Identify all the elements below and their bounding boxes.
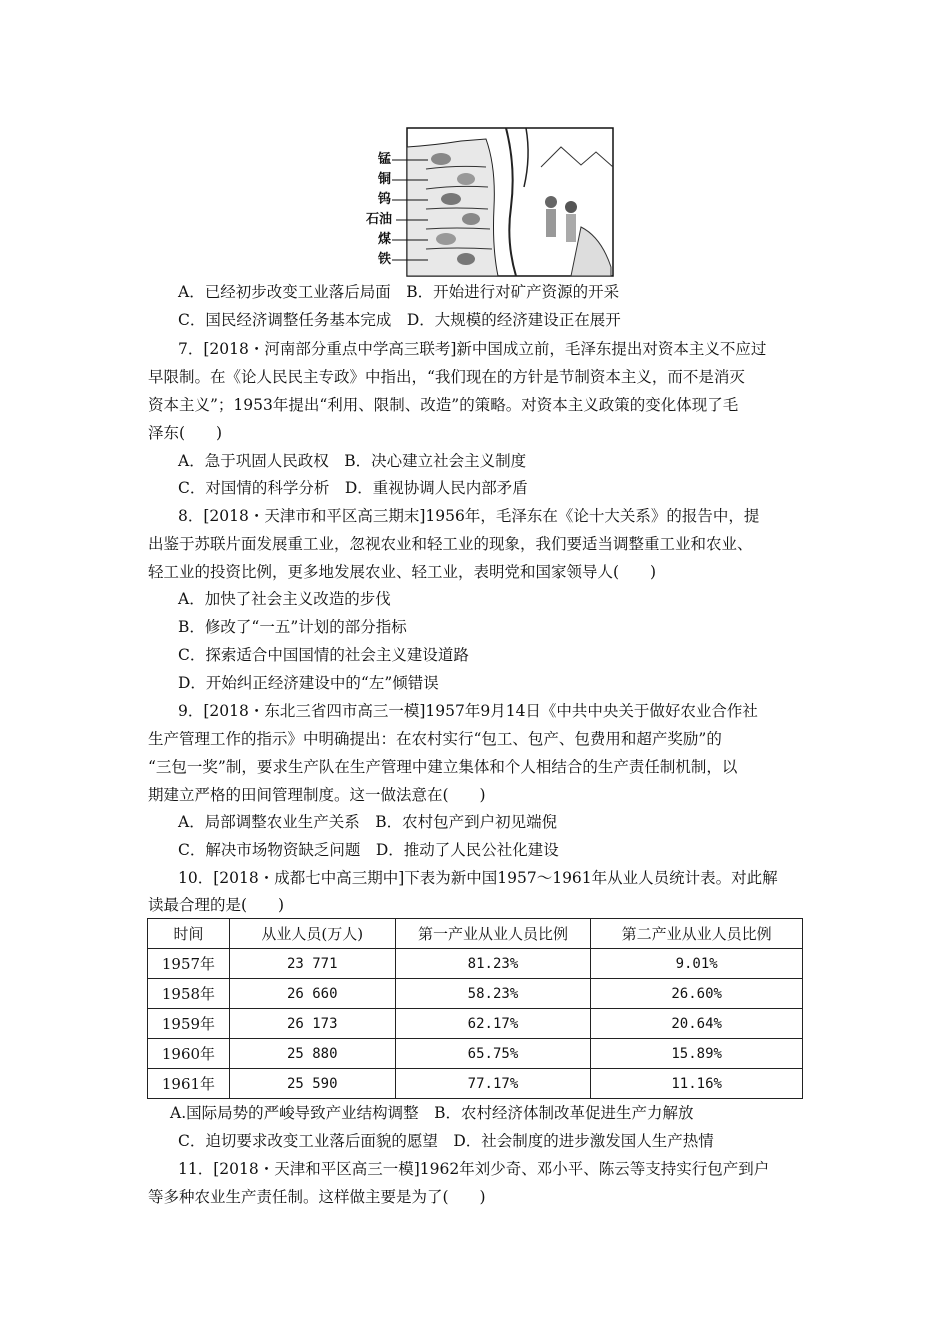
cell-year: 1959年 (148, 1009, 230, 1039)
q8-option-b: B．修改了“一五”计划的部分指标 (178, 618, 407, 636)
label-tungsten: 钨 (378, 192, 392, 207)
q9-stem-line: 期建立严格的田间管理制度。这一做法意在( ) (148, 786, 486, 804)
mining-cartoon-illustration (366, 127, 616, 277)
cell-employed: 25 590 (229, 1069, 395, 1099)
q8-stem-line: 出鉴于苏联片面发展重工业，忽视农业和轻工业的现象，我们要适当调整重工业和农业、 (148, 535, 753, 553)
cell-primary: 81.23% (395, 949, 591, 979)
table-row (148, 1069, 803, 1099)
label-petroleum: 石油 (366, 212, 393, 227)
cell-employed: 25 880 (229, 1039, 395, 1069)
cell-year: 1960年 (148, 1039, 230, 1069)
q10-stem-line: 10．[2018・成都七中高三期中]下表为新中国1957～1961年从业人员统计表。对此解 (178, 869, 778, 887)
q9-stem-line: 生产管理工作的指示》中明确提出：在农村实行“包工、包产、包费用和超产奖励”的 (148, 730, 722, 748)
q8-option-a: A．加快了社会主义改造的步伐 (178, 590, 391, 608)
q9-option-cd: C．解决市场物资缺乏问题 D．推动了人民公社化建设 (178, 841, 559, 859)
cell-employed: 26 173 (229, 1009, 395, 1039)
q10-stem-line: 读最合理的是( ) (148, 896, 285, 914)
q11-stem-line: 11．[2018・天津和平区高三一模]1962年刘少奇、邓小平、陈云等支持实行包产到户 (178, 1160, 770, 1178)
table-row (148, 1009, 803, 1039)
cell-employed: 26 660 (229, 979, 395, 1009)
cell-secondary: 15.89% (591, 1039, 803, 1069)
q7-stem-line: 资本主义”；1953年提出“利用、限制、改造”的策略。对资本主义政策的变化体现了毛 (148, 396, 739, 414)
q7-stem-line: 7．[2018・河南部分重点中学高三联考]新中国成立前，毛泽东提出对资本主义不应过 (178, 340, 767, 358)
q7-stem-line: 早限制。在《论人民民主专政》中指出，“我们现在的方针是节制资本主义，而不是消灭 (148, 368, 745, 386)
header-employed: 从业人员(万人) (229, 919, 395, 949)
q10-option-ab: A.国际局势的严峻导致产业结构调整 B．农村经济体制改革促进生产力解放 (170, 1104, 694, 1122)
cell-secondary: 20.64% (591, 1009, 803, 1039)
q9-stem-line: 9．[2018・东北三省四市高三一模]1957年9月14日《中共中央关于做好农业合作社 (178, 702, 758, 720)
cell-year: 1958年 (148, 979, 230, 1009)
label-coal: 煤 (378, 232, 392, 247)
table-row (148, 949, 803, 979)
cell-year: 1957年 (148, 949, 230, 979)
q7-stem-line: 泽东( ) (148, 424, 223, 442)
cell-secondary: 11.16% (591, 1069, 803, 1099)
cell-primary: 65.75% (395, 1039, 591, 1069)
q8-stem-line: 8．[2018・天津市和平区高三期末]1956年，毛泽东在《论十大关系》的报告中，提 (178, 507, 760, 525)
q6-option-ab: A．已经初步改变工业落后局面 B．开始进行对矿产资源的开采 (178, 283, 620, 301)
q11-stem-line: 等多种农业生产责任制。这样做主要是为了( ) (148, 1188, 486, 1206)
q8-stem-line: 轻工业的投资比例，更多地发展农业、轻工业，表明党和国家领导人( ) (148, 563, 657, 581)
cell-year: 1961年 (148, 1069, 230, 1099)
cell-primary: 62.17% (395, 1009, 591, 1039)
q10-option-cd: C．迫切要求改变工业落后面貌的愿望 D．社会制度的进步激发国人生产热情 (178, 1132, 714, 1150)
header-time: 时间 (148, 919, 230, 949)
cell-employed: 23 771 (229, 949, 395, 979)
table-row (148, 1039, 803, 1069)
employment-statistics-table (147, 918, 803, 1099)
cell-primary: 77.17% (395, 1069, 591, 1099)
header-secondary-ratio: 第二产业从业人员比例 (591, 919, 803, 949)
q7-option-ab: A．急于巩固人民政权 B．决心建立社会主义制度 (178, 452, 527, 470)
q8-option-d: D．开始纠正经济建设中的“左”倾错误 (178, 674, 439, 692)
table-row (148, 979, 803, 1009)
cell-primary: 58.23% (395, 979, 591, 1009)
label-copper: 铜 (378, 172, 392, 187)
cell-secondary: 9.01% (591, 949, 803, 979)
label-iron: 铁 (378, 252, 392, 267)
q7-option-cd: C．对国情的科学分析 D．重视协调人民内部矛盾 (178, 479, 528, 497)
q9-option-ab: A．局部调整农业生产关系 B．农村包产到户初见端倪 (178, 813, 558, 831)
q9-stem-line: “三包一奖”制，要求生产队在生产管理中建立集体和个人相结合的生产责任制机制，以 (148, 758, 738, 776)
cell-secondary: 26.60% (591, 979, 803, 1009)
q6-option-cd: C．国民经济调整任务基本完成 D．大规模的经济建设正在展开 (178, 311, 621, 329)
header-primary-ratio: 第一产业从业人员比例 (395, 919, 591, 949)
label-manganese: 锰 (378, 152, 392, 167)
q8-option-c: C．探索适合中国国情的社会主义建设道路 (178, 646, 469, 664)
table-header-row (148, 919, 803, 949)
